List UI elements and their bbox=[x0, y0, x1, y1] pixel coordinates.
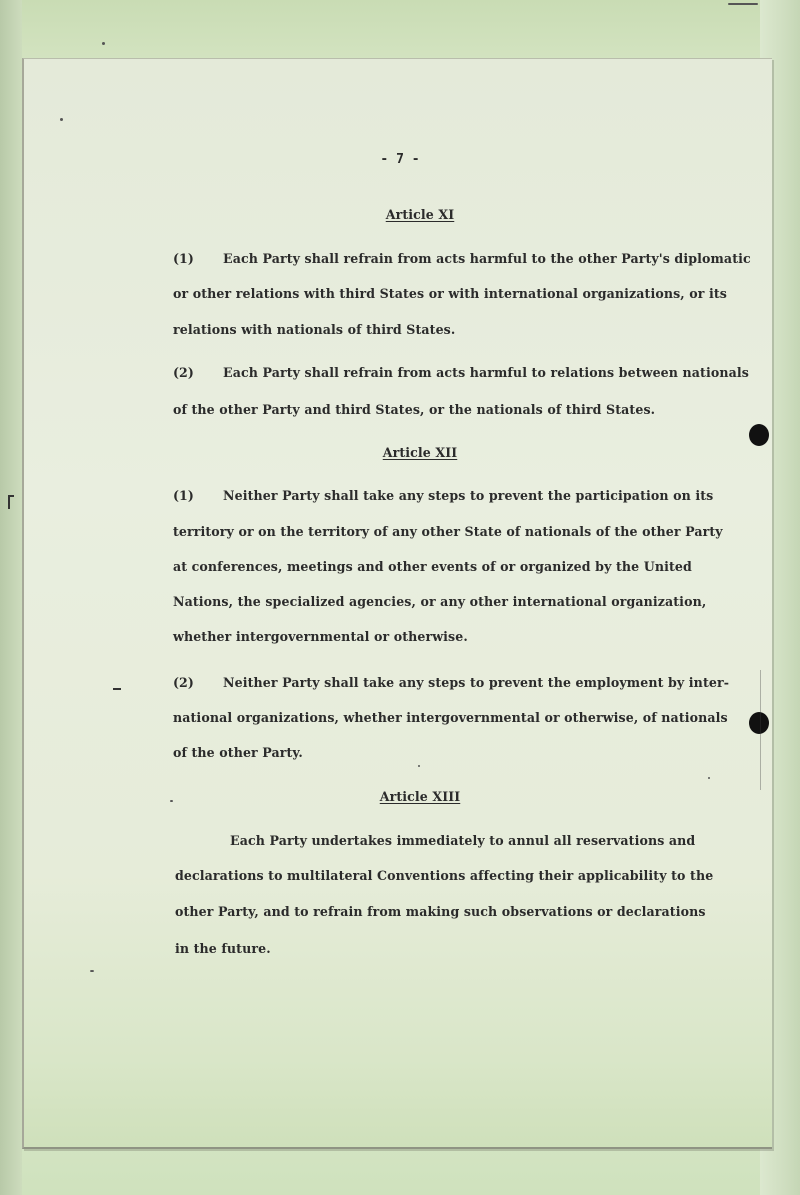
article-xi-para-1-line-2: or other relations with third States or with international organizations, or its bbox=[173, 286, 727, 301]
article-xii-para-1-line-5: whether intergovernmental or otherwise. bbox=[173, 629, 468, 644]
speck bbox=[708, 777, 710, 779]
article-xii-para-2-line-2: national organizations, whether intergovernmental or otherwise, of nationals bbox=[173, 710, 728, 725]
scan-left-margin bbox=[0, 0, 22, 1195]
article-xi-para-1-line-1: (1) Each Party shall refrain from acts harmful to the other Party's diplomatic bbox=[173, 251, 751, 266]
article-xi-para-1-line-3: relations with nationals of third States. bbox=[173, 322, 456, 337]
speck bbox=[170, 800, 173, 802]
margin-mark bbox=[8, 495, 10, 509]
page-number: - 7 - bbox=[380, 152, 420, 167]
article-xi-para-2-number: (2) bbox=[173, 365, 194, 380]
article-xii-para-1-line-2: territory or on the territory of any other State of nationals of the other Party bbox=[173, 524, 723, 539]
article-xiii-line-1: Each Party undertakes immediately to annul all reservations and bbox=[230, 833, 696, 848]
scan-line-artifact bbox=[760, 670, 761, 790]
article-xii-para-1-line-4: Nations, the specialized agencies, or any other international organization, bbox=[173, 594, 707, 609]
article-xii-para-1-line-1: (1) Neither Party shall take any steps to prevent the participation on its bbox=[173, 488, 714, 503]
article-xiii-line-4: in the future. bbox=[175, 941, 271, 956]
article-xii-para-1-number: (1) bbox=[173, 488, 194, 503]
speck bbox=[728, 3, 758, 5]
scan-top-strip bbox=[0, 0, 800, 60]
margin-mark bbox=[113, 688, 121, 690]
article-xi-para-2-line-2: of the other Party and third States, or the nationals of third States. bbox=[173, 402, 656, 417]
article-xi-heading: Article XI bbox=[385, 207, 455, 222]
speck bbox=[90, 970, 94, 972]
binder-hole-upper bbox=[749, 424, 769, 446]
article-xii-para-1-line-3: at conferences, meetings and other events of or organized by the United bbox=[173, 559, 692, 574]
article-xii-para-2-line-1: (2) Neither Party shall take any steps to prevent the employment by inter- bbox=[173, 675, 730, 690]
article-xiii-line-2: declarations to multilateral Conventions affecting their applicability to the bbox=[175, 868, 714, 883]
binder-hole-lower bbox=[749, 712, 769, 734]
article-xi-para-2-line-1: (2) Each Party shall refrain from acts harmful to relations between nationals bbox=[173, 365, 749, 380]
article-xii-para-2-line-3: of the other Party. bbox=[173, 745, 303, 760]
speck bbox=[102, 42, 105, 45]
article-xiii-heading: Article XIII bbox=[379, 789, 461, 804]
speck bbox=[418, 765, 420, 767]
article-xii-para-2-number: (2) bbox=[173, 675, 194, 690]
article-xiii-line-3: other Party, and to refrain from making such observations or declarations bbox=[175, 904, 706, 919]
article-xii-heading: Article XII bbox=[382, 445, 458, 460]
article-xi-para-1-number: (1) bbox=[173, 251, 194, 266]
speck bbox=[60, 118, 63, 121]
